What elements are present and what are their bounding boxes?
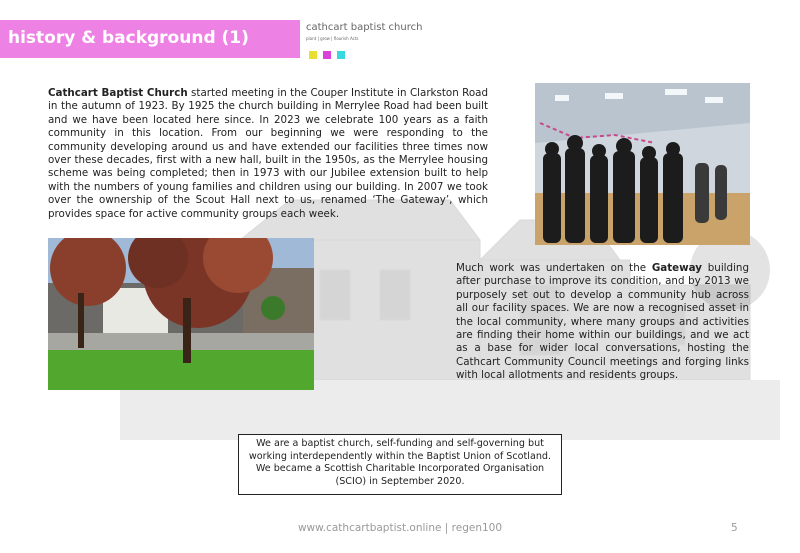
logo-square-magenta (323, 51, 331, 59)
logo-square-cyan (337, 51, 345, 59)
page-title: history & background (1) (8, 28, 249, 48)
logo-squares (309, 44, 351, 63)
church-name: Cathcart Baptist Church (48, 87, 188, 99)
intro-text: started meeting in the Couper Institute in Clarkston Road in the autumn of 1923. By 1925 the church building in Merrylee Road had been built and we have been located here since. In 2023 we celebrate 100 years as a faith community in this location. From our beginning we were responding to the community developing around us and have extended our facilities three times now over these decades, first with a new hall, built in the 1950s, as the Merrylee housing scheme was being completed; then in 1973 with our Jubilee extension built to help with the numbers of young families and children using our building. In 2007 we took over the ownership of the Scout Hall next to us, renamed ‘The Gateway’, which provides space for active community groups each week. (48, 87, 488, 220)
page-number: 5 (731, 522, 738, 534)
footer-url: www.cathcartbaptist.online | regen100 (297, 522, 503, 534)
intro-paragraph (48, 87, 488, 221)
gateway-name: Gateway (651, 262, 702, 274)
scio-info-box (238, 434, 562, 495)
gateway-text-before: Much work was undertaken on the (456, 262, 652, 274)
logo-square-yellow (309, 51, 317, 59)
scio-info-text: We are a baptist church, self-funding and self-governing but working interdependently within the Baptist Union of Scotland. We became a Scottish Charitable Incorporated Organisation (SCIO) in September 2020. (248, 438, 552, 487)
logo-name: cathcart baptist church (306, 22, 423, 33)
gateway-paragraph (456, 262, 749, 383)
gateway-text-after: building after purchase to improve its condition, and by 2013 we purposely set out to develop a community hub across all our facility spaces. We are now a recognised asset in the local community, where many groups and activities are finding their home within our buildings, and we act as a base for wider local conversations, hosting the Cathcart Community Council meetings and forging links with local allotments and residents groups. (456, 262, 749, 382)
church-logo (306, 22, 426, 56)
logo-tagline: plant | grow | flourish Acts (306, 36, 359, 41)
title-banner (0, 20, 300, 58)
church-grounds-photo (48, 238, 314, 390)
hall-gathering-photo (535, 83, 750, 245)
